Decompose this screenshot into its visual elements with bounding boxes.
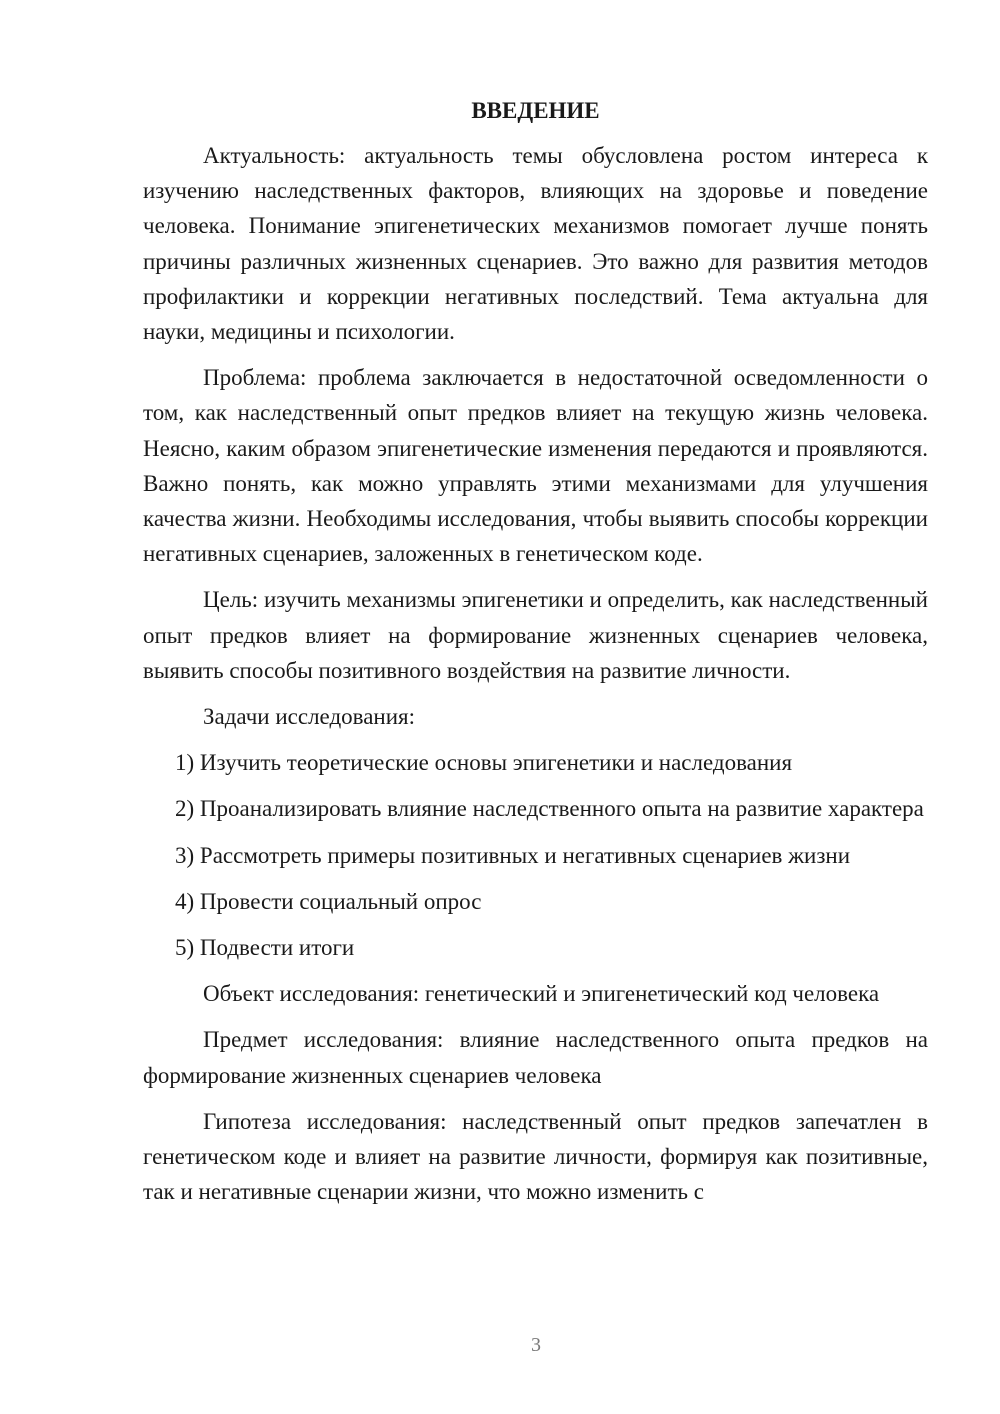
page-content <box>143 95 928 1220</box>
paragraph-problem: Проблема: проблема заключается в недостаточной осведомленности о том, как наследственный опыт предков влияет на текущую жизнь человека. Неясно, каким образом эпигенетические изменения передаются и проявляются. Важно понять, как можно управлять этими механизмами для улучшения качества жизни. Необходимы исследования, чтобы выявить способы коррекции негативных сценариев, заложенных в генетическом коде. <box>143 365 928 567</box>
task-item-5: 5) Подвести итоги <box>175 935 355 961</box>
paragraph-relevance: Актуальность: актуальность темы обусловлена ростом интереса к изучению наследственных факторов, влияющих на здоровье и поведение человека. Понимание эпигенетических механизмов помогает лучше понять причины различных жизненных сценариев. Это важно для развития методов профилактики и коррекции негативных последствий. Тема актуальна для науки, медицины и психологии. <box>143 143 928 345</box>
paragraph-goal: Цель: изучить механизмы эпигенетики и определить, как наследственный опыт предков влияет на формирование жизненных сценариев человека, выявить способы позитивного воздействия на развитие личности. <box>143 587 928 683</box>
paragraph-subject: Предмет исследования: влияние наследственного опыта предков на формирование жизненных сценариев человека <box>143 1027 928 1088</box>
paragraph-tasks-title: Задачи исследования: <box>203 704 416 730</box>
paragraph-hypothesis: Гипотеза исследования: наследственный опыт предков запечатлен в генетическом коде и влияет на развитие личности, формируя как позитивные, так и негативные сценарии жизни, что можно изменить с <box>143 1108 928 1205</box>
task-item-2: 2) Проанализировать влияние наследственного опыта на развитие характера <box>175 796 924 822</box>
task-item-4: 4) Провести социальный опрос <box>175 888 482 914</box>
task-item-3: 3) Рассмотреть примеры позитивных и негативных сценариев жизни <box>175 842 851 868</box>
paragraph-object: Объект исследования: генетический и эпигенетический код человека <box>203 981 880 1007</box>
page-number: 3 <box>531 1334 541 1356</box>
task-item-1: 1) Изучить теоретические основы эпигенетики и наследования <box>175 750 793 776</box>
page-title: ВВЕДЕНИЕ <box>471 98 600 123</box>
